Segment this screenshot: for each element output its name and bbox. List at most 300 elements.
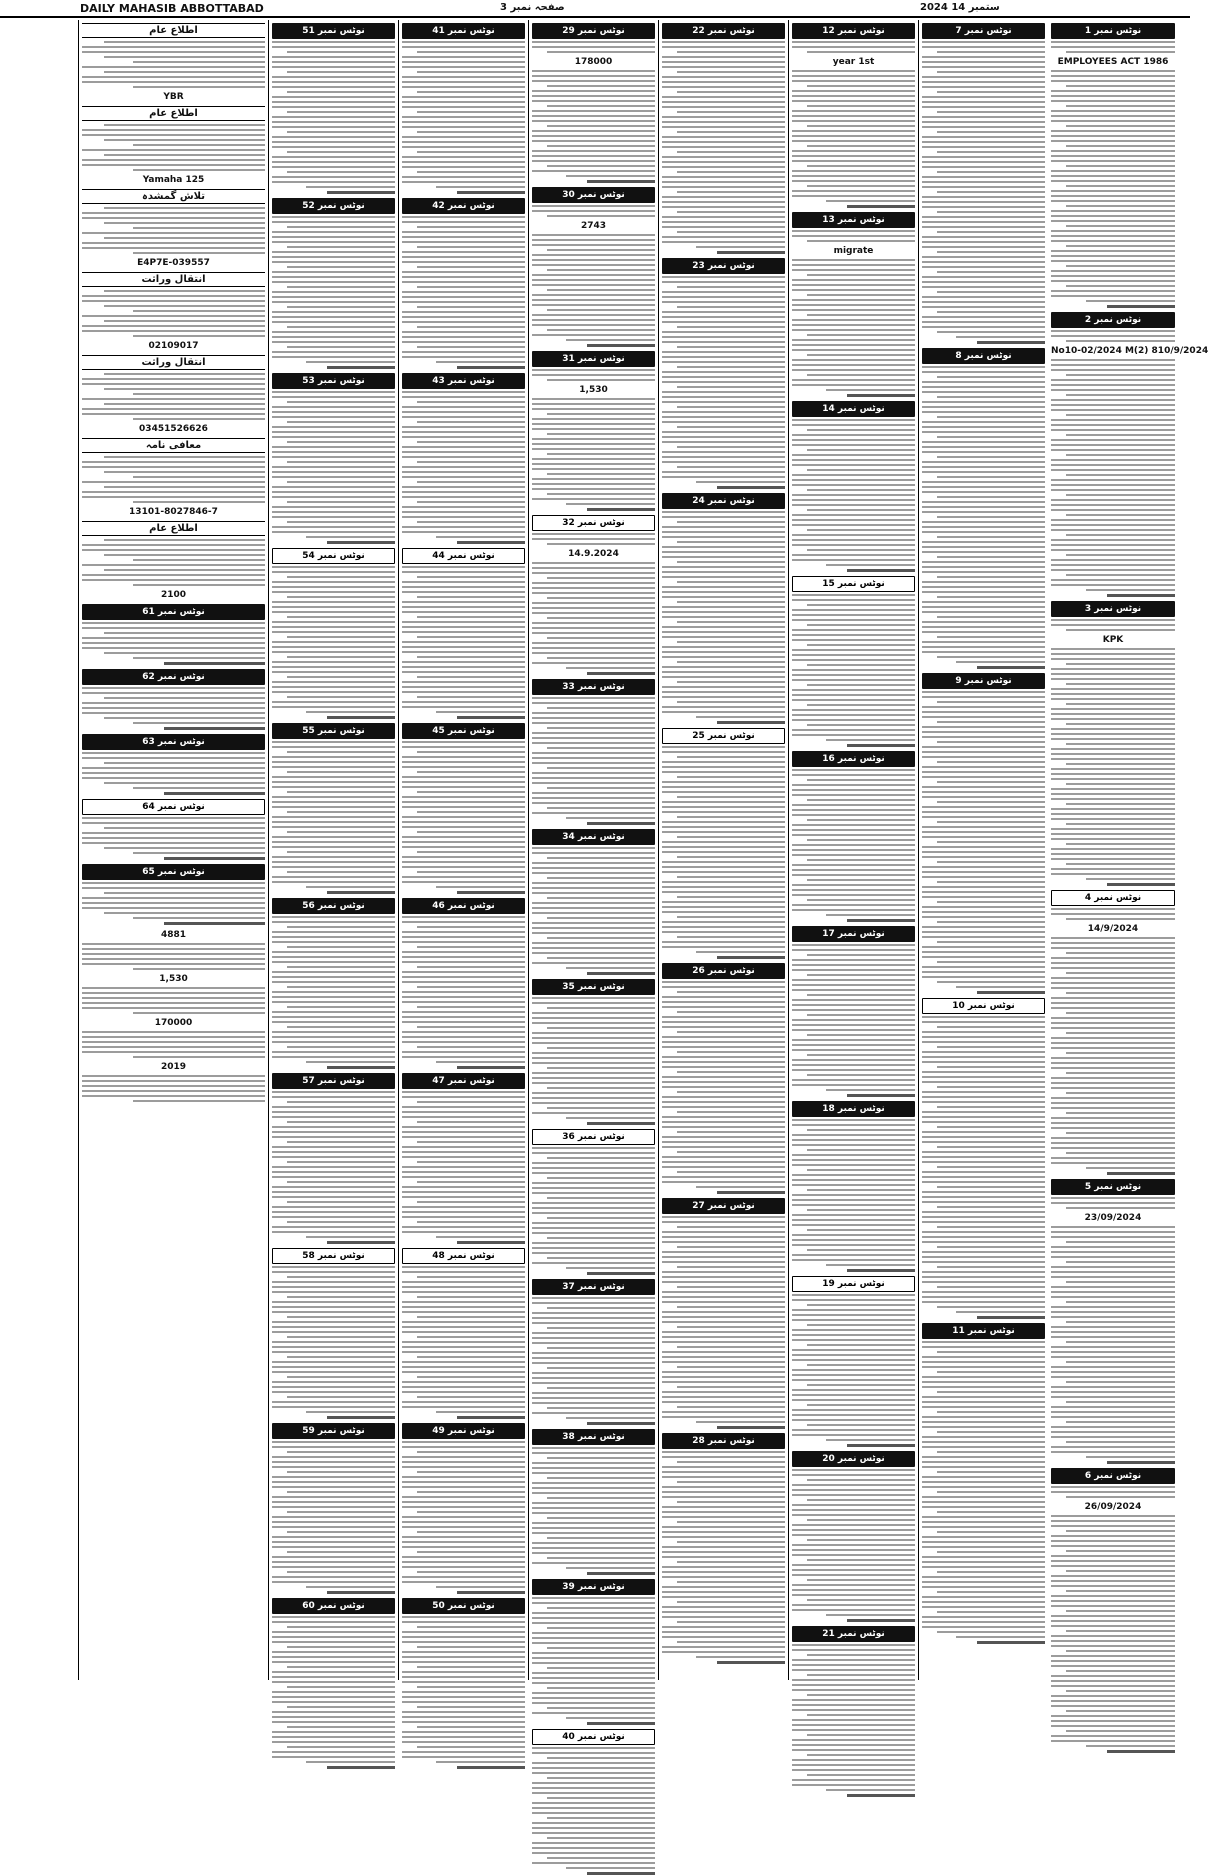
text-line [922, 141, 1045, 143]
text-line [532, 1337, 655, 1339]
text-line [272, 1676, 395, 1678]
text-line [402, 141, 525, 143]
text-line [792, 654, 915, 656]
text-line [662, 186, 785, 188]
text-line [662, 556, 785, 558]
text-line [306, 536, 395, 538]
text-line [1051, 235, 1175, 237]
text-line [402, 741, 525, 743]
column-6 [398, 20, 528, 1680]
text-line [662, 276, 785, 278]
text-line [133, 86, 265, 88]
text-line [1051, 713, 1175, 715]
text-line [272, 931, 395, 933]
text-line [922, 1081, 1045, 1083]
signature-line [977, 1641, 1045, 1644]
text-line [662, 821, 785, 823]
text-line [922, 46, 1045, 48]
text-line [272, 391, 395, 393]
text-line [662, 361, 785, 363]
text-line [922, 931, 1045, 933]
text-line [922, 591, 1045, 593]
text-line [436, 1411, 525, 1413]
text-line [547, 289, 655, 291]
text-line [532, 1312, 655, 1314]
text-line [402, 1636, 525, 1638]
text-line [1051, 1540, 1175, 1542]
text-line [547, 543, 655, 545]
text-line [922, 1216, 1045, 1218]
text-line [402, 1031, 525, 1033]
text-line [792, 834, 915, 836]
text-line [1051, 1680, 1175, 1682]
text-line [922, 381, 1045, 383]
text-line [566, 967, 655, 969]
text-line [922, 1526, 1045, 1528]
text-line [402, 1306, 525, 1308]
notice-block [82, 604, 265, 665]
text-line [807, 185, 915, 187]
text-line [1051, 230, 1175, 232]
text-line [402, 1346, 525, 1348]
text-line [272, 981, 395, 983]
text-line [272, 801, 395, 803]
text-line [792, 235, 915, 237]
text-line [133, 335, 265, 337]
text-line [677, 306, 785, 308]
text-line [677, 681, 785, 683]
text-line [922, 1426, 1045, 1428]
text-line [1051, 1715, 1175, 1717]
text-line [532, 1037, 655, 1039]
text-line [792, 519, 915, 521]
text-line [792, 1319, 915, 1321]
text-line [937, 211, 1045, 213]
text-line [532, 483, 655, 485]
text-line [922, 756, 1045, 758]
text-line [402, 1271, 525, 1273]
text-line [532, 867, 655, 869]
text-line [133, 227, 265, 229]
text-line [287, 751, 395, 753]
text-line [792, 339, 915, 341]
text-line [792, 649, 915, 651]
text-line [1051, 295, 1175, 297]
text-line [662, 576, 785, 578]
text-line [532, 782, 655, 784]
text-line [272, 1151, 395, 1153]
text-line [792, 1194, 915, 1196]
text-line [1051, 439, 1175, 441]
text-line [922, 446, 1045, 448]
text-line [1051, 90, 1175, 92]
text-line [922, 621, 1045, 623]
text-line [532, 1662, 655, 1664]
text-line [417, 1376, 525, 1378]
text-line [402, 1446, 525, 1448]
text-line [922, 316, 1045, 318]
text-line [922, 256, 1045, 258]
text-line [662, 861, 785, 863]
text-line [662, 676, 785, 678]
text-line [937, 1306, 1045, 1308]
text-line [922, 916, 1045, 918]
notice-block [662, 493, 785, 724]
text-line [662, 1296, 785, 1298]
text-line [402, 836, 525, 838]
text-line [272, 621, 395, 623]
text-line [792, 1254, 915, 1256]
text-line [402, 1651, 525, 1653]
text-line [792, 190, 915, 192]
text-line [532, 533, 655, 535]
text-line [662, 376, 785, 378]
text-line [792, 304, 915, 306]
text-line [547, 1497, 655, 1499]
text-line [662, 46, 785, 48]
text-line [662, 1381, 785, 1383]
text-line [402, 406, 525, 408]
text-line [272, 1166, 395, 1168]
text-line [402, 876, 525, 878]
notice-number-badge: نوٹس نمبر 9 [922, 673, 1045, 689]
text-line [922, 1181, 1045, 1183]
text-line [662, 1271, 785, 1273]
text-line [272, 641, 395, 643]
text-line [662, 1466, 785, 1468]
text-line [272, 1736, 395, 1738]
text-line [402, 936, 525, 938]
notice-number-badge: نوٹس نمبر 31 [532, 351, 655, 367]
text-line [1051, 399, 1175, 401]
text-line [662, 1276, 785, 1278]
text-line [82, 549, 265, 551]
notice-number-badge: نوٹس نمبر 16 [792, 751, 915, 767]
text-line [937, 636, 1045, 638]
text-line [1051, 140, 1175, 142]
text-line [662, 371, 785, 373]
text-line [104, 237, 265, 239]
text-line [532, 1462, 655, 1464]
text-line [272, 491, 395, 493]
text-line [1051, 1640, 1175, 1642]
text-line [402, 1266, 525, 1268]
text-line [402, 56, 525, 58]
text-line [272, 1266, 395, 1268]
text-line [402, 486, 525, 488]
text-line [792, 1779, 915, 1781]
text-line [677, 916, 785, 918]
text-line [532, 160, 655, 162]
text-line [807, 1559, 915, 1561]
text-line [402, 1091, 525, 1093]
text-line [792, 1049, 915, 1051]
notice-block [662, 963, 785, 1194]
text-line [1086, 589, 1175, 591]
text-line [696, 1421, 785, 1423]
text-line [1051, 1097, 1175, 1099]
text-line [272, 231, 395, 233]
text-line [1086, 1167, 1175, 1169]
text-line [133, 476, 265, 478]
notice-block [532, 1579, 655, 1725]
text-line [792, 1334, 915, 1336]
text-line [792, 494, 915, 496]
text-line [937, 376, 1045, 378]
signature-line [1107, 594, 1175, 597]
text-line [792, 1434, 915, 1436]
text-line [1051, 379, 1175, 381]
text-line [662, 651, 785, 653]
text-line [272, 826, 395, 828]
text-line [1051, 1520, 1175, 1522]
text-line [566, 1267, 655, 1269]
text-line [922, 531, 1045, 533]
text-line [532, 155, 655, 157]
text-line [532, 922, 655, 924]
text-line [532, 1492, 655, 1494]
text-line [792, 1294, 915, 1296]
text-line [937, 1246, 1045, 1248]
text-line [922, 541, 1045, 543]
text-line [662, 566, 785, 568]
text-line [1066, 1341, 1175, 1343]
text-line [792, 944, 915, 946]
text-line [1066, 1650, 1175, 1652]
text-line [566, 667, 655, 669]
text-line [532, 652, 655, 654]
text-line [1051, 1525, 1175, 1527]
text-line [1051, 947, 1175, 949]
text-line [922, 1256, 1045, 1258]
text-line [532, 1657, 655, 1659]
text-line [922, 1251, 1045, 1253]
text-line [792, 1494, 915, 1496]
notice-block [532, 515, 655, 675]
text-line [937, 51, 1045, 53]
text-line [937, 1491, 1045, 1493]
text-line [1051, 419, 1175, 421]
text-line [792, 1239, 915, 1241]
notice-number-badge: نوٹس نمبر 13 [792, 212, 915, 228]
text-line [287, 401, 395, 403]
text-line [662, 626, 785, 628]
text-line [1051, 1555, 1175, 1557]
text-line [402, 1391, 525, 1393]
text-line [807, 489, 915, 491]
text-line [922, 1136, 1045, 1138]
text-line [922, 551, 1045, 553]
text-line [104, 403, 265, 405]
text-line [1051, 150, 1175, 152]
text-line [922, 1236, 1045, 1238]
text-line [662, 1166, 785, 1168]
notice-block [272, 898, 395, 1069]
inline-value: 1,530 [579, 385, 608, 395]
notice-block [532, 1729, 655, 1875]
text-line [402, 1526, 525, 1528]
text-line [532, 259, 655, 261]
text-line [792, 364, 915, 366]
text-line [662, 1336, 785, 1338]
text-line [272, 496, 395, 498]
text-line [1051, 1411, 1175, 1413]
text-line [792, 1069, 915, 1071]
text-line [1066, 1092, 1175, 1094]
text-line [1051, 1585, 1175, 1587]
text-line [662, 511, 785, 513]
text-line [807, 1754, 915, 1756]
text-line [662, 596, 785, 598]
text-line [272, 1546, 395, 1548]
notice-number-badge: نوٹس نمبر 24 [662, 493, 785, 509]
text-line [922, 1071, 1045, 1073]
text-line [937, 1571, 1045, 1573]
text-line [402, 991, 525, 993]
text-line [662, 921, 785, 923]
text-line [402, 601, 525, 603]
signature-line [164, 727, 265, 730]
text-line [272, 1641, 395, 1643]
text-line [272, 1541, 395, 1543]
text-line [1051, 1336, 1175, 1338]
text-line [922, 851, 1045, 853]
text-line [402, 1281, 525, 1283]
text-line [1051, 1720, 1175, 1722]
text-line [922, 1301, 1045, 1303]
text-line [82, 963, 265, 965]
text-line [662, 156, 785, 158]
text-line [532, 1042, 655, 1044]
text-line [532, 1262, 655, 1264]
text-line [272, 1111, 395, 1113]
text-line [402, 691, 525, 693]
text-line [662, 911, 785, 913]
text-line [402, 1576, 525, 1578]
text-line [1066, 703, 1175, 705]
text-line [532, 1162, 655, 1164]
signature-line [1107, 305, 1175, 308]
text-line [402, 1151, 525, 1153]
text-line [922, 1221, 1045, 1223]
text-line [662, 1576, 785, 1578]
text-line [532, 702, 655, 704]
text-line [1066, 1361, 1175, 1363]
text-line [662, 381, 785, 383]
signature-line [457, 1241, 525, 1244]
text-line [792, 1359, 915, 1361]
text-line [922, 136, 1045, 138]
text-line [1051, 1256, 1175, 1258]
notice-number-badge: نوٹس نمبر 41 [402, 23, 525, 39]
text-line [792, 1354, 915, 1356]
text-line [826, 200, 915, 202]
text-line [82, 757, 265, 759]
text-line [922, 951, 1045, 953]
text-line [402, 46, 525, 48]
text-line [402, 1331, 525, 1333]
text-line [792, 424, 915, 426]
text-line [532, 1032, 655, 1034]
text-line [937, 1371, 1045, 1373]
text-line [402, 1136, 525, 1138]
text-line [922, 786, 1045, 788]
text-line [922, 301, 1045, 303]
text-line [1051, 957, 1175, 959]
text-line [1051, 424, 1175, 426]
text-line [662, 826, 785, 828]
text-line [807, 1074, 915, 1076]
text-line [662, 1241, 785, 1243]
text-line [272, 291, 395, 293]
text-line [532, 1342, 655, 1344]
text-line [82, 953, 265, 955]
text-line [1051, 848, 1175, 850]
text-line [532, 997, 655, 999]
inline-value: 23/09/2024 [1084, 1213, 1142, 1223]
section-heading: اطلاع عام [82, 23, 265, 38]
text-line [807, 125, 915, 127]
text-line [1051, 1545, 1175, 1547]
text-line [792, 349, 915, 351]
text-line [792, 1119, 915, 1121]
signature-line [587, 1722, 655, 1725]
text-line [532, 1702, 655, 1704]
inline-value: year 1st [832, 57, 875, 67]
text-line [792, 444, 915, 446]
text-line [436, 1061, 525, 1063]
text-line [272, 1291, 395, 1293]
text-line [792, 734, 915, 736]
text-line [922, 426, 1045, 428]
notice-number-badge: نوٹس نمبر 25 [662, 728, 785, 744]
text-line [82, 212, 265, 214]
text-line [104, 486, 265, 488]
text-line [922, 566, 1045, 568]
text-line [417, 871, 525, 873]
text-line [547, 1407, 655, 1409]
text-line [662, 41, 785, 43]
text-line [922, 1211, 1045, 1213]
text-line [1051, 1147, 1175, 1149]
text-line [417, 1396, 525, 1398]
text-line [532, 802, 655, 804]
text-line [272, 1651, 395, 1653]
text-line [662, 866, 785, 868]
text-line [402, 1536, 525, 1538]
text-line [922, 411, 1045, 413]
text-line [402, 101, 525, 103]
text-line [532, 314, 655, 316]
text-line [82, 1051, 265, 1053]
text-line [272, 1631, 395, 1633]
text-line [402, 1581, 525, 1583]
text-line [272, 691, 395, 693]
text-line [1066, 225, 1175, 227]
text-line [417, 966, 525, 968]
text-line [922, 1276, 1045, 1278]
text-line [532, 1792, 655, 1794]
text-line [402, 1051, 525, 1053]
text-line [662, 871, 785, 873]
text-line [272, 321, 395, 323]
text-line [792, 259, 915, 261]
text-line [272, 1476, 395, 1478]
notice-number-badge: نوٹس نمبر 8 [922, 348, 1045, 364]
text-line [922, 161, 1045, 163]
text-line [272, 1146, 395, 1148]
text-line [662, 751, 785, 753]
